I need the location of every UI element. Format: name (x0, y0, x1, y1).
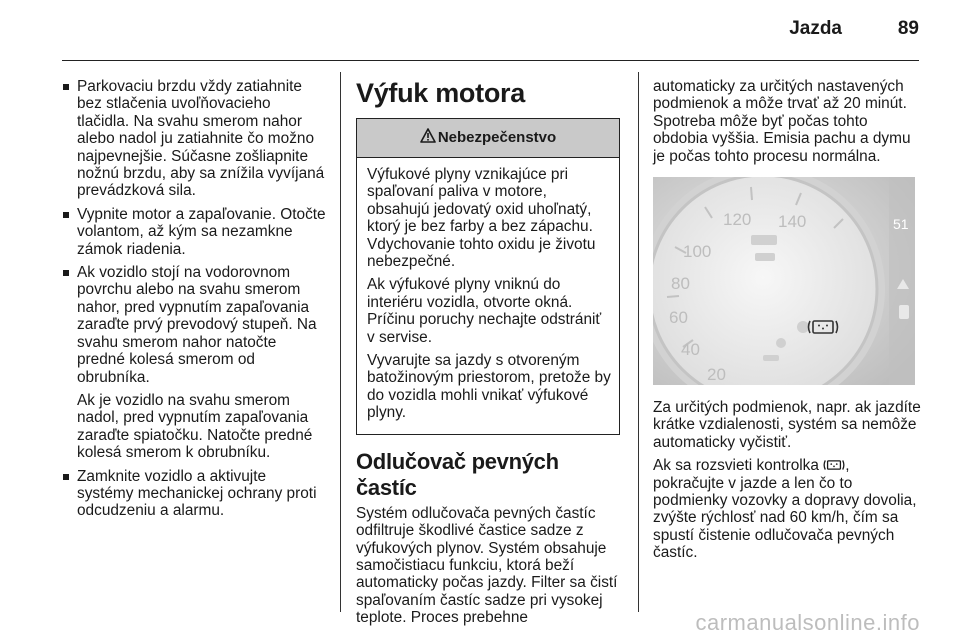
list-item-text: Ak vozidlo stojí na vodorovnom povrchu alebo na svahu smerom nahor, pred vypnutím zapaľovania zaraďte prvý prevodový stupeň. Na svahu smerom nahor natočte predné kolesá smerom od obrubníka. (77, 264, 317, 386)
list-item: Zamknite vozidlo a aktivujte systémy mechanickej ochrany proti odcudzeniu a alarmu. (62, 468, 326, 520)
watermark: carmanualsonline.info (695, 610, 920, 635)
danger-warning-box (356, 118, 620, 435)
body-paragraph: automaticky za určitých nastavených podmienok a môže trvať až 20 minút. Spotreba môže byť počas tohto obdobia vyššia. Emisia pachu a dymu je počas tohto procesu normálna. (653, 78, 911, 165)
instrument-cluster-figure (653, 177, 915, 385)
list-item-continuation: Ak je vozidlo na svahu smerom nadol, pred vypnutím zapaľovania zaraďte spiatočku. Natočte predné kolesá smerom k obrubníku. (77, 391, 313, 462)
inline-text: , pokračujte v jazde a len čo to podmienky vozovky a dopravy dovolia, zvýšte rýchlosť nad 60 km/h, čím sa spustí čistenie odlučovača pevných častíc. (653, 457, 917, 562)
warning-title: Nebezpečenstvo (437, 129, 557, 147)
column-divider (340, 72, 341, 612)
list-item (62, 264, 326, 461)
gauge-label: 80 (671, 274, 690, 294)
header-rule (62, 60, 919, 61)
list-item: Parkovaciu brzdu vždy zatiahnite bez stlačenia uvoľňovacieho tlačidla. Na svahu smerom nahor alebo nadol ju zatiahnite čo možno najpevnejšie. Súčasne zošliapnite nožnú brzdu, aby sa znížila vyvíjaná prevádzková sila. (62, 78, 326, 200)
gauge-label: 60 (669, 308, 688, 328)
inline-text: Ak sa rozsvieti kontrolka (653, 457, 819, 475)
column-divider (638, 72, 639, 612)
list-item: Vypnite motor a zapaľovanie. Otočte volantom, až kým sa nezamkne zámok riadenia. (62, 206, 326, 258)
column-middle (356, 78, 620, 633)
body-paragraph: Za určitých podmienok, napr. ak jazdíte krátke vzdialenosti, systém sa nemôže automaticky vyčistiť. (653, 399, 921, 451)
particle-filter-indicator-icon (823, 457, 845, 474)
body-paragraph (653, 457, 921, 561)
gauge-label: 20 (707, 365, 726, 385)
column-right (653, 78, 921, 568)
subsection-heading: Odlučovač pevných častíc (356, 448, 559, 500)
page-number: 89 (897, 18, 919, 39)
column-left (62, 78, 326, 526)
gauge-label: 100 (683, 242, 712, 262)
parking-instructions-list (62, 78, 326, 520)
section-heading: Výfuk motora (356, 78, 525, 108)
page-header (0, 0, 960, 60)
warning-triangle-icon (420, 128, 436, 147)
warning-paragraph: Ak výfukové plyny vniknú do interiéru vozidla, otvorte okná. Príčinu poruchy nechajte odstrániť v servise. (367, 276, 602, 346)
gauge-label: 120 (723, 210, 752, 230)
gauge-label: 51 (893, 216, 909, 233)
speedometer-illustration (653, 177, 915, 385)
chapter-title: Jazda (789, 18, 842, 39)
body-paragraph: Systém odlučovača pevných častíc odfiltruje škodlivé častice sadze z výfukových plynov. Systém obsahuje samočistiacu funkciu, ktorá beží automaticky počas jazdy. Filter sa čistí spaľovaním častíc sadze pri vysokej teplote. Proces prebehne (356, 504, 618, 627)
warning-header (357, 119, 619, 158)
warning-paragraph: Vyvarujte sa jazdy s otvoreným batožinovým priestorom, pretože by do vozidla mohli vnikať výfukové plyny. (367, 352, 611, 422)
gauge-label: 40 (681, 340, 700, 360)
warning-body (357, 158, 619, 434)
gauge-label: 140 (778, 212, 807, 232)
warning-paragraph: Výfukové plyny vznikajúce pri spaľovaní paliva v motore, obsahujú jedovatý oxid uhoľnatý, ktorý je bez farby a bez zápachu. Vdychovanie tohto oxidu je životu nebezpečné. (367, 166, 596, 271)
